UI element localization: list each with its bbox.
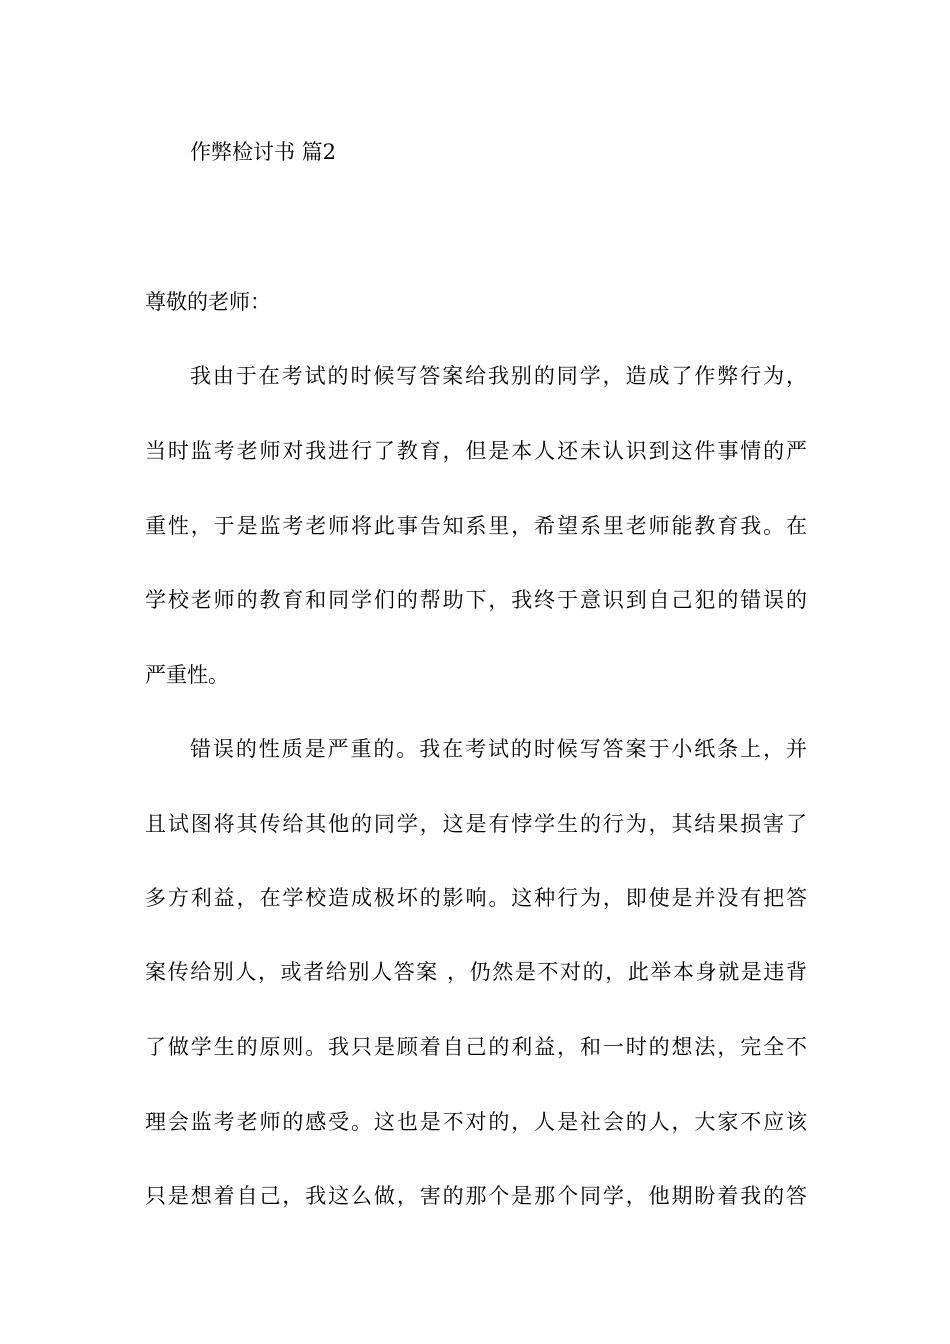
paragraph-2-line-4: 案传给别人，或者给别人答案 ，仍然是不对的，此举本身就是违背	[145, 960, 807, 984]
paragraph-1-line-3: 重性，于是监考老师将此事告知系里，希望系里老师能教育我。在	[145, 514, 807, 538]
paragraph-1-line-2: 当时监考老师对我进行了教育，但是本人还未认识到这件事情的严	[145, 439, 807, 463]
document-title: 作弊检讨书 篇2	[190, 140, 337, 164]
salutation: 尊敬的老师：	[145, 290, 271, 314]
paragraph-2-line-3: 多方利益，在学校造成极坏的影响。这种行为，即使是并没有把答	[145, 886, 807, 910]
paragraph-2-line-1: 错误的性质是严重的。我在考试的时候写答案于小纸条上，并	[190, 737, 807, 761]
paragraph-2-line-2: 且试图将其传给其他的同学，这是有悖学生的行为，其结果损害了	[145, 812, 807, 836]
paragraph-2-line-5: 了做学生的原则。我只是顾着自己的利益，和一时的想法，完全不	[145, 1035, 807, 1059]
paragraph-1-line-4: 学校老师的教育和同学们的帮助下，我终于意识到自己犯的错误的	[145, 588, 807, 612]
paragraph-2-line-7: 只是想着自己，我这么做，害的那个是那个同学，他期盼着我的答	[145, 1184, 807, 1208]
paragraph-1-line-5: 严重性。	[145, 663, 229, 687]
paragraph-1-line-1: 我由于在考试的时候写答案给我别的同学，造成了作弊行为，	[190, 364, 807, 388]
paragraph-2-line-6: 理会监考老师的感受。这也是不对的，人是社会的人，大家不应该	[145, 1110, 807, 1134]
